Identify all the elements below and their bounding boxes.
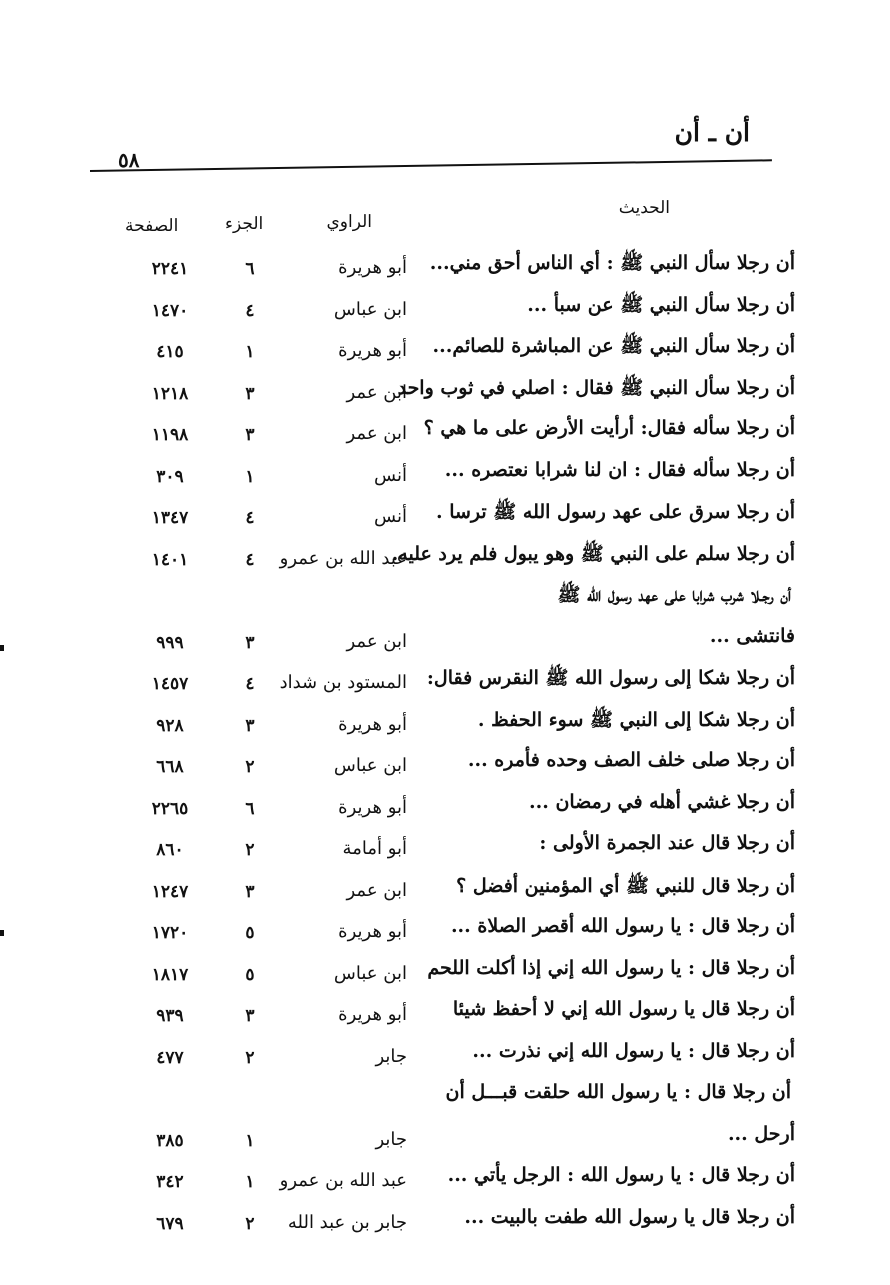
hadith-text: أن رجلا قال عند الجمرة الأولى : <box>539 832 795 854</box>
hadith-text: أن رجـلا شرب شرابا على عهد رسول الله ﷺ <box>557 584 791 606</box>
narrator-name: أبو هريرة <box>338 713 407 735</box>
hadith-text: أن رجلا قال : يا رسول الله أقصر الصلاة ... <box>450 915 795 937</box>
hadith-text: أن رجلا سأل النبي ﷺ عن سبأ ... <box>527 293 795 316</box>
volume-number: ٣ <box>245 425 255 445</box>
narrator-name: ابن عمر <box>346 879 407 901</box>
page-reference: ٦٦٨ <box>156 757 184 777</box>
volume-number: ٤ <box>245 674 255 694</box>
table-row <box>95 909 795 951</box>
page-reference: ٨٦٠ <box>156 840 184 860</box>
narrator-name: أنس <box>374 464 407 486</box>
table-row <box>95 1034 795 1076</box>
hadith-text: أن رجلا قال : يا رسول الله حلقت قبـــل أن <box>445 1081 791 1103</box>
table-row <box>95 1200 795 1242</box>
header-rule <box>90 159 772 172</box>
page-reference: ١٤٠١ <box>151 549 189 570</box>
hadith-text: أن رجلا قال : يا رسول الله إني نذرت ... <box>472 1039 795 1062</box>
table-row <box>95 702 795 744</box>
table-row <box>95 743 795 785</box>
narrator-name: أبو هريرة <box>338 1004 407 1025</box>
hadith-text: أرحل ... <box>727 1122 795 1145</box>
page-reference: ١٢٤٧ <box>151 881 189 902</box>
volume-number: ٤ <box>245 300 255 321</box>
table-row <box>95 370 795 412</box>
table-row <box>95 1075 795 1117</box>
volume-number: ٣ <box>245 1006 255 1026</box>
page-reference: ٢٢٦٥ <box>151 798 189 819</box>
volume-number: ٦ <box>245 259 255 279</box>
page-reference: ١٢١٨ <box>151 383 189 404</box>
table-row <box>95 992 795 1034</box>
page-number: ٥٨ <box>118 148 140 172</box>
hadith-text: أن رجلا سأل النبي ﷺ عن المباشرة للصائم... <box>432 335 795 357</box>
page-reference: ٩٢٨ <box>156 715 184 736</box>
hadith-text: أن رجلا قال للنبي ﷺ أي المؤمنين أفضل ؟ <box>456 874 795 897</box>
page-reference: ١٧٢٠ <box>151 923 189 943</box>
table-row <box>95 245 795 287</box>
page-reference: ١١٩٨ <box>151 425 189 445</box>
narrator-name: المستود بن شداد <box>279 672 407 693</box>
narrator-name: ابن عباس <box>333 755 407 776</box>
running-head: أن ـ أن <box>674 118 750 147</box>
narrator-name: جابر <box>375 1045 407 1067</box>
narrator-name: جابر بن عبد الله <box>287 1211 407 1233</box>
page-reference: ٣٠٩ <box>156 466 184 487</box>
narrator-name: ابن عمر <box>346 423 407 444</box>
column-header-narrator: الراوي <box>326 212 372 232</box>
volume-number: ١ <box>245 1172 255 1192</box>
volume-number: ٢ <box>245 840 255 860</box>
table-row <box>95 1158 795 1200</box>
narrator-name: أبو هريرة <box>338 257 407 278</box>
hadith-text: أن رجلا غشي أهله في رمضان ... <box>528 790 795 813</box>
table-row <box>95 494 795 536</box>
page-reference: ٣٤٢ <box>156 1172 184 1192</box>
scan-edge-mark <box>0 645 4 651</box>
hadith-text: أن رجلا سأل النبي ﷺ : أي الناس أحق مني... <box>429 252 795 274</box>
table-row <box>95 536 795 578</box>
hadith-text: أن رجلا شكا إلى النبي ﷺ سوء الحفظ . <box>477 708 795 731</box>
narrator-name: عبد الله بن عمرو <box>279 547 407 569</box>
table-row <box>95 868 795 910</box>
table-row <box>95 287 795 329</box>
volume-number: ١ <box>245 1130 255 1151</box>
narrator-name: ابن عباس <box>333 298 407 320</box>
page-reference: ١٤٥٧ <box>151 674 189 694</box>
scan-edge-mark <box>0 930 4 936</box>
volume-number: ٣ <box>245 383 255 404</box>
hadith-text: أن رجلا قال يا رسول الله إني لا أحفظ شيئا <box>452 998 795 1020</box>
narrator-name: أبو هريرة <box>338 921 407 942</box>
volume-number: ٥ <box>245 964 255 985</box>
page-reference: ١٨١٧ <box>151 964 189 985</box>
table-row <box>95 328 795 370</box>
volume-number: ٢ <box>245 757 255 777</box>
hadith-text: أن رجلا سأل النبي ﷺ فقال : اصلي في ثوب واحد <box>397 376 795 399</box>
volume-number: ٤ <box>245 549 255 570</box>
hadith-text: أن رجلا سأله فقال: أرأيت الأرض على ما هي ؟ <box>423 417 795 439</box>
page-reference: ٢٢٤١ <box>151 259 189 279</box>
page-reference: ٣٨٥ <box>156 1130 184 1151</box>
hadith-text: فانتشى ... <box>709 624 795 647</box>
volume-number: ٢ <box>245 1047 255 1068</box>
narrator-name: أبو هريرة <box>338 340 407 361</box>
table-row <box>95 785 795 827</box>
hadith-text: أن رجلا قال : يا رسول الله : الرجل يأتي ... <box>447 1164 795 1186</box>
hadith-text: أن رجلا قال : يا رسول الله إني إذا أكلت اللحم <box>427 956 795 979</box>
volume-number: ٣ <box>245 715 255 736</box>
hadith-text: أن رجلا قال يا رسول الله طفت بالبيت ... <box>464 1205 795 1228</box>
narrator-name: جابر <box>375 1128 407 1150</box>
hadith-text: أن رجلا صلى خلف الصف وحده فأمره ... <box>467 749 795 771</box>
page-reference: ٦٧٩ <box>156 1213 184 1234</box>
table-row <box>95 826 795 868</box>
column-header-volume: الجزء <box>225 214 264 234</box>
narrator-name: ابن عباس <box>333 962 407 984</box>
narrator-name: أنس <box>374 506 407 527</box>
volume-number: ١ <box>245 466 255 487</box>
column-header-page: الصفحة <box>125 216 179 236</box>
page-reference: ١٤٧٠ <box>151 300 189 321</box>
narrator-name: عبد الله بن عمرو <box>279 1170 407 1191</box>
table-row <box>95 411 795 453</box>
page-reference: ١٣٤٧ <box>151 508 189 528</box>
page-reference: ٤١٥ <box>156 342 184 362</box>
volume-number: ٦ <box>245 798 255 819</box>
page-reference: ٩٩٩ <box>156 632 184 653</box>
table-row <box>95 453 795 495</box>
table-row <box>95 951 795 993</box>
column-header-hadith: الحديث <box>618 198 670 218</box>
volume-number: ٢ <box>245 1213 255 1234</box>
hadith-text: أن رجلا سرق على عهد رسول الله ﷺ ترسا . <box>435 501 795 523</box>
table-row <box>95 577 795 619</box>
narrator-name: أبو هريرة <box>338 796 407 818</box>
page-reference: ٤٧٧ <box>156 1047 184 1068</box>
table-row <box>95 619 795 661</box>
volume-number: ٣ <box>245 632 255 653</box>
volume-number: ٥ <box>245 923 255 943</box>
volume-number: ١ <box>245 342 255 362</box>
narrator-name: أبو أمامة <box>342 838 407 859</box>
hadith-text: أن رجلا سأله فقال : ان لنا شرابا نعتصره ... <box>444 458 795 481</box>
volume-number: ٣ <box>245 881 255 902</box>
narrator-name: ابن عمر <box>346 630 407 652</box>
hadith-text: أن رجلا سلم على النبي ﷺ وهو يبول فلم يرد عليه. <box>391 542 795 565</box>
narrator-name: ابن عمر <box>346 381 407 403</box>
volume-number: ٤ <box>245 508 255 528</box>
hadith-index-table <box>95 245 795 1241</box>
table-row <box>95 1117 795 1159</box>
page-reference: ٩٣٩ <box>156 1006 184 1026</box>
hadith-text: أن رجلا شكا إلى رسول الله ﷺ النقرس فقال: <box>426 667 795 689</box>
table-row <box>95 660 795 702</box>
